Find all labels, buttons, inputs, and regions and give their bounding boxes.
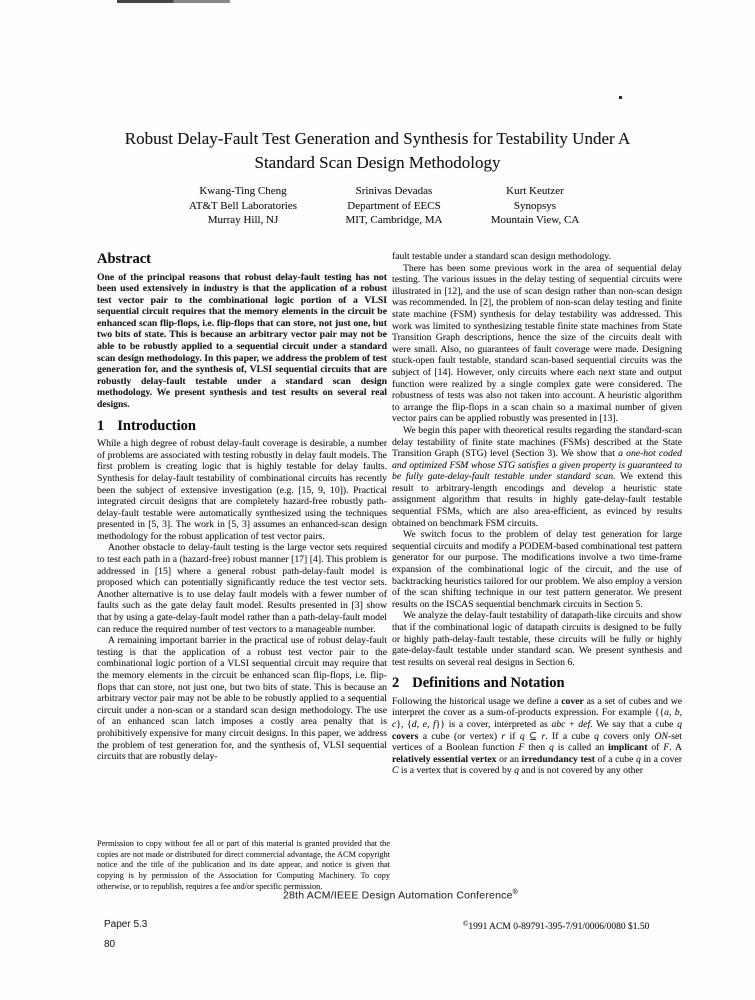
- intro-paragraph-7: We analyze the delay-fault testability of datapath-like circuits and show that if the combinational logic of datapath circuits is designed to be fully or highly path-delay-fault testable, these circuits will be fully or highly gate-delay-fault testable under standard scan. We present synthesis and test results on several real designs in Section 6.: [392, 610, 682, 668]
- section-number: 2: [392, 675, 400, 692]
- permission-footnote: Permission to copy without fee all or part of this material is granted provided that the copies are not made or distributed for direct commercial advantage, the ACM copyright notice and the title of the publication and its date appear, and notice is given that copying is by permission of the Association for Computing Machinery. To copy otherwise, or to republish, requires a fee and/or specific permission.: [97, 839, 390, 891]
- author-name: Kurt Keutzer: [506, 185, 564, 197]
- author-affiliation: AT&T Bell Laboratories: [189, 199, 297, 212]
- left-column: [97, 251, 387, 836]
- author-block-3: [445, 184, 625, 228]
- author-location: MIT, Cambridge, MA: [345, 214, 443, 226]
- author-affiliation: Synopsys: [513, 199, 557, 212]
- definitions-paragraph-1: Following the historical usage we define a cover as a set of cubes and we interpret the cover as a sum-of-products expression. For example {{a, b, c}, {d, e, f}} is a cover, interpreted as abc + def. We say that a cube q covers a cube (or vertex) r if q ⊆ r. If a cube q covers only ON-set vertices of a Boolean function F then q is called an implicant of F. A relatively essential vertex or an irredundancy test of a cube q in a cover C is a vertex that is covered by q and is not covered by any other: [392, 695, 682, 777]
- paper-title-line2: Standard Scan Design Methodology: [254, 153, 501, 172]
- author-name: Srinivas Devadas: [355, 185, 433, 197]
- copyright-text: 1991 ACM 0-89791-395-7/91/0006/0080 $1.50: [468, 922, 650, 932]
- definitions-heading: [392, 675, 682, 692]
- page-number: 80: [104, 939, 116, 950]
- intro-paragraph-6: We switch focus to the problem of delay test generation for large sequential circuits and modify a PODEM-based combinational test pattern generator for our purpose. The modifications involve a two time-frame expansion of the combinational logic of the circuit, and the use of backtracking heuristics tailored for our problem. We also employ a version of the scan shifting technique in our test pattern generator. We present results on the ISCAS sequential benchmark circuits in Section 5.: [392, 529, 682, 610]
- author-location: Murray Hill, NJ: [207, 214, 279, 226]
- paper-title-line1: Robust Delay-Fault Test Generation and Synthesis for Testability Under A: [124, 129, 631, 148]
- abstract-heading: Abstract: [97, 251, 151, 267]
- author-location: Mountain View, CA: [490, 214, 580, 226]
- intro-paragraph-4: There has been some previous work in the area of sequential delay testing. The various issues in the delay testing of sequential circuits were illustrated in [12], and the use of scan design rather than non-scan design was recommended. In [2], the problem of non-scan delay testing and finite state machine (FSM) synthesis for delay testability was addressed. This work was limited to synthesizing testable finite state machines from State Transition Graph descriptions, hence the size of the circuits dealt with were small. Also, no guarantees of fault coverage were made. Designing stuck-open fault testable, standard scan-based sequential circuits was the subject of [14]. However, only circuits where each next state and output function were realized by a single complex gate were considered. The robustness of tests was also not taken into account. A heuristic algorithm to arrange the flip-flops in a scan chain so a maximal number of given vector pairs can be applied robustly was presented in [13].: [392, 262, 682, 425]
- intro-continuation: fault testable under a standard scan design methodology.: [392, 251, 611, 262]
- section-number: 1: [97, 417, 105, 434]
- author-name: Kwang-Ting Cheng: [199, 185, 287, 197]
- paper-title: [0, 127, 755, 175]
- abstract-text: One of the principal reasons that robust delay-fault testing has not been used extensively in industry is that the application of a robust test vector pair to the combinational logic portion of a VLSI sequential circuit requires that the memory elements in the circuit be enhanced scan flip-flops, i.e. flip-flops that can store, not just one, but two bits of state. This is because an arbitrary vector pair may not be able to be robustly applied to a sequential circuit under a standard scan design methodology. In this paper, we address the problem of test generation for, and the synthesis of, VLSI sequential circuits that are robustly delay-fault testable under a standard scan design methodology. We present synthesis and test results on several real designs.: [97, 271, 387, 411]
- introduction-heading: [97, 418, 387, 435]
- author-affiliation: Department of EECS: [347, 199, 441, 212]
- copyright-symbol: ©: [463, 920, 469, 928]
- intro-paragraph-5: We begin this paper with theoretical results regarding the standard-scan delay testability of finite state machines (FSMs) described at the State Transition Graph (STG) level (Section 3). We show that a one-hot coded and optimized FSM whose STG satisfies a given property is guaranteed to be fully gate-delay-fault testable under standard scan. We extend this result to arbitrary-length encodings and develop a heuristic state assignment algorithm that results in highly gate-delay-fault testable sequential FSMs, which are also area-efficient, as evinced by results obtained on benchmark FSM circuits.: [392, 424, 682, 529]
- intro-paragraph-3: A remaining important barrier in the practical use of robust delay-fault testing is that the application of a robust test vector pair to the combinational logic portion of a VLSI sequential circuit may require that the memory elements in the circuit be enhanced scan flip-flops, i.e. flip-flops that can store, not just one, but two bits of state. This is because an arbitrary vector pair may not be able to be robustly applied to a sequential circuit under a non-scan or a standard scan design methodology. The use of an enhanced scan latch imposes a costly area penalty that is prohibitively expensive for many circuit designs. In this paper, we address the problem of test generation for, and the synthesis of, VLSI sequential circuits that are robustly delay-: [97, 635, 387, 763]
- conference-footer: [283, 889, 518, 902]
- intro-paragraph-1: While a high degree of robust delay-fault coverage is desirable, a number of problems are associated with testing robustly in delay fault models. The first problem is creating logic that is highly testable for delay faults. Synthesis for delay-fault testability of combinational circuits has recently been the subject of extensive investigation (e.g. [15, 9, 10]). Practical integrated circuit designs that are completely hazard-free robustly path-delay-fault testable were automatically synthesized using the techniques presented in [5, 3]. The work in [5, 3] assumes an enhanced-scan design methodology for the robust application of test vector pairs.: [97, 438, 387, 542]
- scan-artifact-bar: [117, 0, 230, 3]
- section-title: Introduction: [117, 417, 196, 434]
- scan-artifact-dot: [619, 96, 622, 99]
- intro-paragraph-2: Another obstacle to delay-fault testing is the large vector sets required to test each path in a (hazard-free) robust manner [17] [4]. This problem is addressed in [15] where a general robust path-delay-fault model is proposed which can potentially significantly reduce the test vector sets. Another alternative is to use delay fault models with a fewer number of faults such as the gate delay fault model. Results presented in [3] show that by using a gate-delay-fault model rather than a path-delay-fault model can reduce the required number of test vectors to a manageable number.: [97, 542, 387, 635]
- conference-name: 28th ACM/IEEE Design Automation Conference: [283, 889, 513, 902]
- paper-id: Paper 5.3: [104, 919, 148, 930]
- copyright-notice: [463, 920, 649, 932]
- registered-mark: ®: [512, 889, 518, 896]
- right-column: [392, 251, 682, 913]
- section-title: Definitions and Notation: [412, 675, 565, 692]
